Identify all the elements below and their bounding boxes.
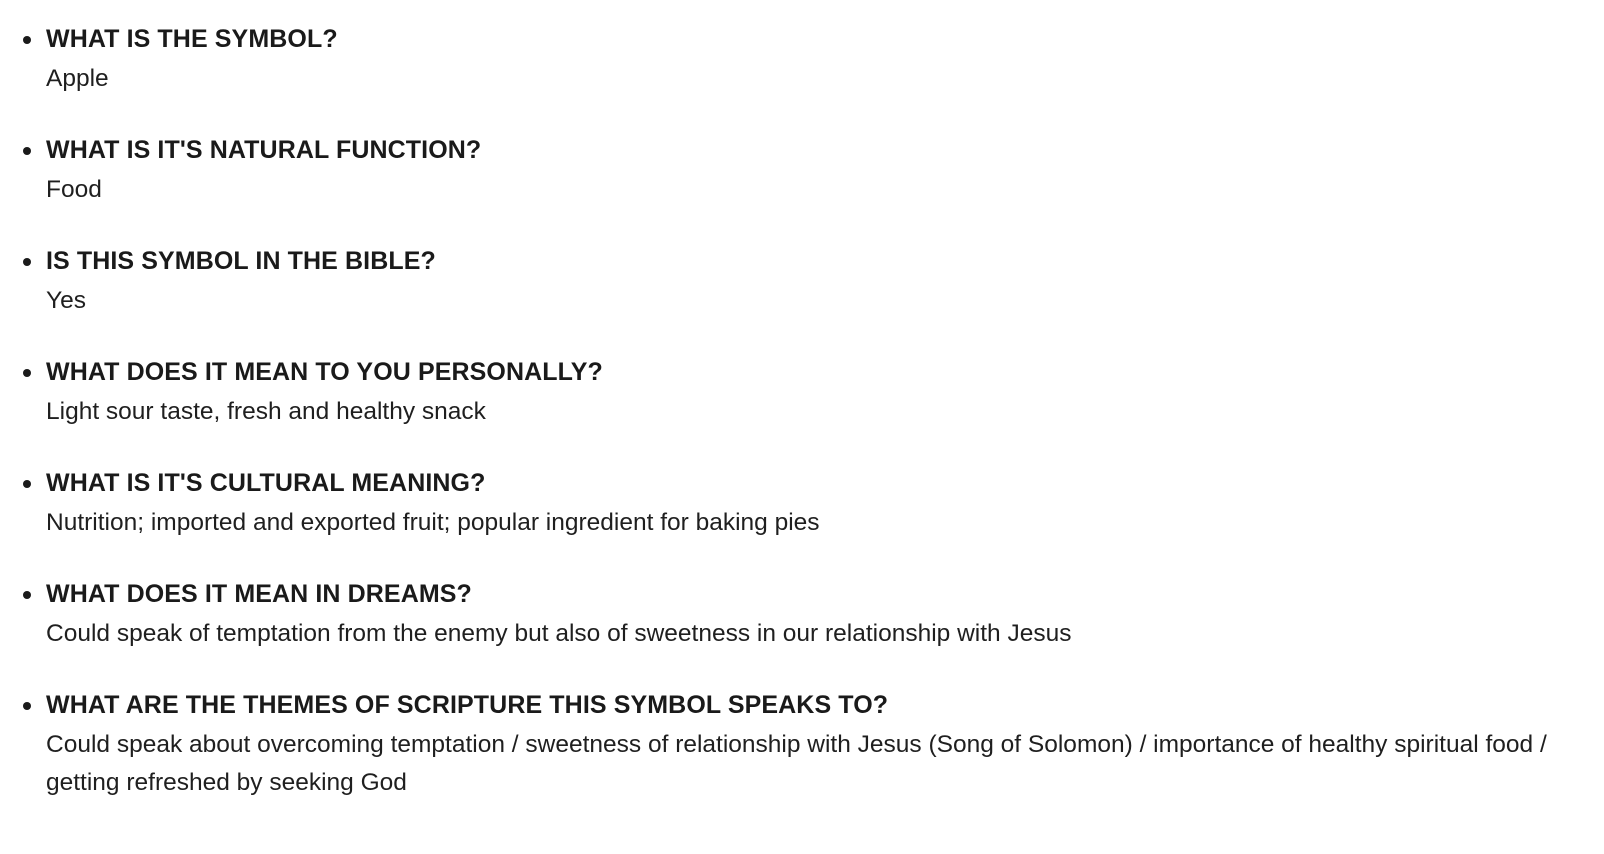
list-item-dream-meaning [0, 577, 1604, 653]
answer-text: Light sour taste, fresh and healthy snack [46, 398, 486, 425]
answer-text: Could speak of temptation from the enemy but also of sweetness in our relationship with Jesus [46, 620, 1072, 647]
question-heading: WHAT IS THE SYMBOL? [46, 25, 338, 53]
bullet-icon [23, 702, 31, 710]
list-item-cultural-meaning [0, 466, 1604, 542]
question-heading: WHAT IS IT'S NATURAL FUNCTION? [46, 136, 482, 164]
question-heading: WHAT ARE THE THEMES OF SCRIPTURE THIS SYMBOL SPEAKS TO? [46, 691, 889, 719]
list-item-scripture-themes [0, 688, 1604, 802]
list-item-in-bible [0, 244, 1604, 320]
question-heading: WHAT DOES IT MEAN TO YOU PERSONALLY? [46, 358, 603, 386]
question-heading: WHAT IS IT'S CULTURAL MEANING? [46, 469, 486, 497]
answer-text: Food [46, 176, 102, 203]
answer-text: Apple [46, 65, 109, 92]
list-item-personal-meaning [0, 355, 1604, 431]
answer-text: Nutrition; imported and exported fruit; popular ingredient for baking pies [46, 509, 820, 536]
list-item-symbol [0, 22, 1604, 98]
bullet-icon [23, 36, 31, 44]
answer-text: Yes [46, 287, 86, 314]
bullet-icon [23, 258, 31, 266]
bullet-icon [23, 591, 31, 599]
bullet-icon [23, 369, 31, 377]
question-heading: WHAT DOES IT MEAN IN DREAMS? [46, 580, 472, 608]
question-heading: IS THIS SYMBOL IN THE BIBLE? [46, 247, 436, 275]
bullet-icon [23, 147, 31, 155]
bullet-icon [23, 480, 31, 488]
list-item-natural-function [0, 133, 1604, 209]
answer-text: Could speak about overcoming temptation / sweetness of relationship with Jesus (Song of Solomon) / importance of healthy spiritual food / getting refreshed by seeking God [46, 731, 1547, 796]
